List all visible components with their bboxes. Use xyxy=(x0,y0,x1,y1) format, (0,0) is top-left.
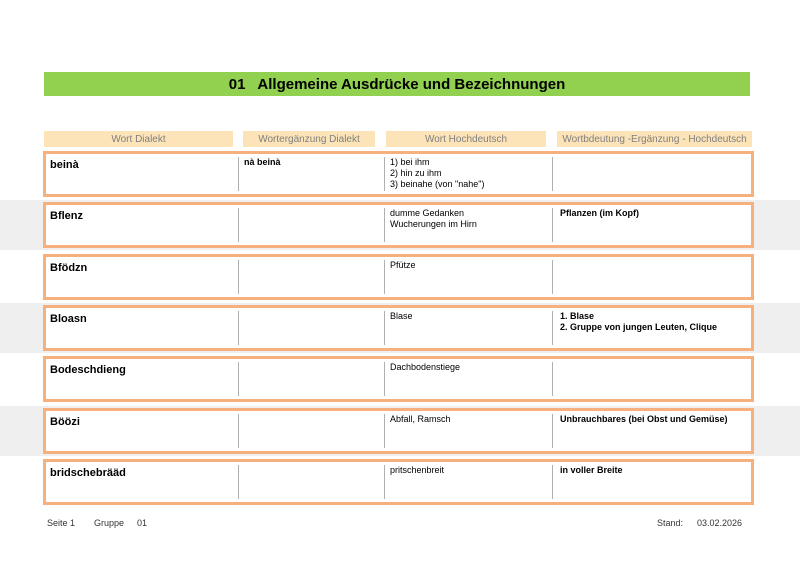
page-number: Seite 1 xyxy=(47,518,76,528)
header-wortergaenzung-dialekt: Wortergänzung Dialekt xyxy=(243,131,375,147)
cell-wortbedeutung-hochdeutsch xyxy=(556,308,751,348)
cell-wortbedeutung-hochdeutsch xyxy=(556,411,751,451)
table-row xyxy=(43,202,754,248)
column-divider xyxy=(384,157,385,191)
cell-wortergaenzung-dialekt xyxy=(240,257,386,297)
cell-wortergaenzung-dialekt xyxy=(240,462,386,502)
cell-wortbedeutung-hochdeutsch xyxy=(556,462,751,502)
table-row xyxy=(43,305,754,351)
cell-wortbedeutung-hochdeutsch xyxy=(556,205,751,245)
hochdeutsch-line: 3) beinahe (von "nahe") xyxy=(390,179,485,189)
hochdeutsch-line: 2) hin zu ihm xyxy=(390,168,442,178)
cell-wortbedeutung-hochdeutsch xyxy=(556,359,751,399)
column-divider xyxy=(238,465,239,499)
cell-wort-hochdeutsch xyxy=(386,462,554,502)
table-row xyxy=(43,254,754,300)
cell-wort-dialekt: beinà xyxy=(50,159,79,171)
column-divider xyxy=(384,311,385,345)
hochdeutsch-line: pritschenbreit xyxy=(390,465,445,475)
group-value: 01 xyxy=(137,518,148,528)
column-divider xyxy=(552,260,553,294)
column-divider xyxy=(238,260,239,294)
header-wort-hochdeutsch: Wort Hochdeutsch xyxy=(386,131,546,147)
bedeutung-line: in voller Breite xyxy=(560,465,623,475)
table-row xyxy=(43,356,754,402)
header-wortbedeutung-hochdeutsch: Wortbdeutung -Ergänzung - Hochdeutsch xyxy=(557,131,752,147)
hochdeutsch-line: Blase xyxy=(390,311,413,321)
column-divider xyxy=(552,157,553,191)
cell-wort-hochdeutsch xyxy=(386,359,554,399)
column-divider xyxy=(238,157,239,191)
table-row xyxy=(43,408,754,454)
cell-wortergaenzung-dialekt xyxy=(240,308,386,348)
column-divider xyxy=(384,414,385,448)
column-divider xyxy=(552,465,553,499)
cell-wort-dialekt: Böözi xyxy=(50,416,80,428)
bedeutung-line: 2. Gruppe von jungen Leuten, Clique xyxy=(560,322,718,332)
cell-wort-hochdeutsch xyxy=(386,205,554,245)
hochdeutsch-line: Abfall, Ramsch xyxy=(390,414,451,424)
column-divider xyxy=(384,260,385,294)
column-divider xyxy=(384,465,385,499)
date-value: 03.02.2026 xyxy=(697,518,743,528)
cell-wortergaenzung-dialekt xyxy=(240,411,386,451)
cell-wortergaenzung-dialekt xyxy=(240,205,386,245)
cell-wort-dialekt: Bodeschdieng xyxy=(50,364,126,376)
cell-wort-hochdeutsch xyxy=(386,154,554,194)
bedeutung-line: Pflanzen (im Kopf) xyxy=(560,208,639,218)
page-title xyxy=(44,72,750,96)
column-divider xyxy=(552,414,553,448)
cell-wort-dialekt: bridschebrääd xyxy=(50,467,126,479)
cell-wort-hochdeutsch xyxy=(386,308,554,348)
column-divider xyxy=(552,311,553,345)
column-divider xyxy=(552,362,553,396)
column-divider xyxy=(238,362,239,396)
cell-wort-hochdeutsch xyxy=(386,411,554,451)
column-divider xyxy=(238,414,239,448)
cell-wortbedeutung-hochdeutsch xyxy=(556,257,751,297)
title-text: Allgemeine Ausdrücke und Bezeichnungen xyxy=(257,75,566,93)
cell-wort-dialekt: Bloasn xyxy=(50,313,87,325)
column-divider xyxy=(238,311,239,345)
group-label: Gruppe xyxy=(94,518,125,528)
cell-wortbedeutung-hochdeutsch xyxy=(556,154,751,194)
hochdeutsch-line: Wucherungen im Hirn xyxy=(390,219,477,229)
column-divider xyxy=(238,208,239,242)
bedeutung-line: 1. Blase xyxy=(560,311,595,321)
cell-wortergaenzung-dialekt xyxy=(240,359,386,399)
hochdeutsch-line: Pfütze xyxy=(390,260,416,270)
bedeutung-line: Unbrauchbares (bei Obst und Gemüse) xyxy=(560,414,728,424)
cell-wort-dialekt: Bflenz xyxy=(50,210,83,222)
hochdeutsch-line: dumme Gedanken xyxy=(390,208,465,218)
cell-wort-dialekt: Bfödzn xyxy=(50,262,88,274)
column-divider xyxy=(552,208,553,242)
hochdeutsch-line: Dachbodenstiege xyxy=(390,362,461,372)
table-row xyxy=(43,151,754,197)
cell-wort-hochdeutsch xyxy=(386,257,554,297)
date-label: Stand: xyxy=(657,518,684,528)
column-divider xyxy=(384,362,385,396)
table-row xyxy=(43,459,754,505)
title-number: 01 xyxy=(228,75,246,93)
header-wort-dialekt: Wort Dialekt xyxy=(44,131,233,147)
hochdeutsch-line: 1) bei ihm xyxy=(390,157,430,167)
column-divider xyxy=(384,208,385,242)
cell-wortergaenzung-dialekt: nà beinà xyxy=(244,157,281,167)
